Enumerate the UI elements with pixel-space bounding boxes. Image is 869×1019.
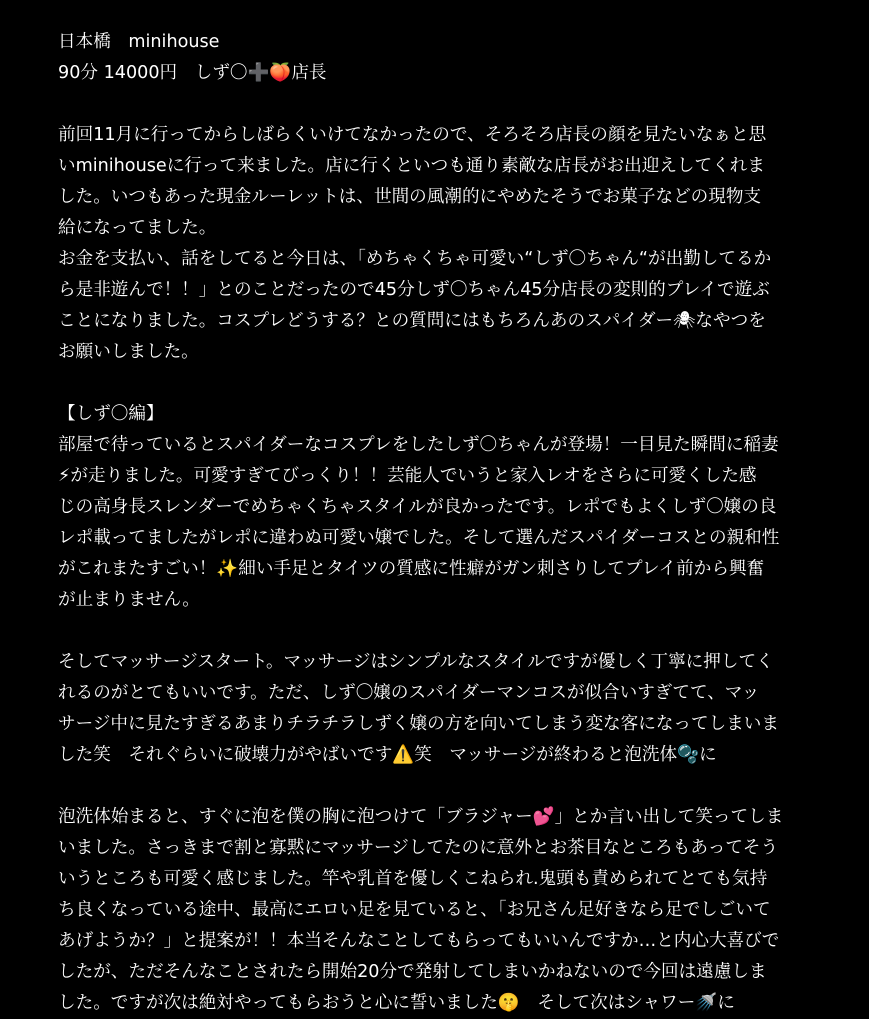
paragraph-foam-wash — [58, 802, 838, 1019]
text-line: いminihouseに行って来ました。店に行くといつも通り素敵な店長がお出迎えしてくれま — [58, 156, 765, 176]
text-line: いました。さっきまで割と寡黙にマッサージしてたのに意外とお茶目なところもあってそう — [58, 838, 779, 858]
text-line: 泡洗体始まると、すぐに泡を僕の胸に泡つけて「ブラジャー💕」とか言い出して笑ってしま — [58, 807, 784, 827]
text-line: がこれまたすごい！✨細い手足とタイツの質感に性癖がガン刺さりしてプレイ前から興奮 — [58, 559, 765, 579]
text-line: あげようか？」と提案が！！本当そんなことしてもらってもいいんですか…と内心大喜びで — [58, 931, 780, 951]
text-line: が止まりません。 — [58, 590, 200, 610]
blank-line — [58, 89, 838, 120]
blank-line — [58, 616, 838, 647]
text-line: 部屋で待っているとスパイダーなコスプレをしたしず〇ちゃんが登場！一目見た瞬間に稲妻 — [58, 435, 779, 455]
text-line: ら是非遊んで！！」とのことだったので45分しず〇ちゃん45分店長の変則的プレイで遊ぶ — [58, 280, 770, 300]
text-line: 前回11月に行ってからしばらくいけてなかったので、そろそろ店長の顔を見たいなぁと思 — [58, 125, 767, 145]
text-line: した笑 それぐらいに破壊力がやばいです⚠️笑 マッサージが終わると泡洗体🫧に — [58, 745, 717, 765]
text-line: ことになりました。コスプレどうする？との質問にはもちろんあのスパイダー🕷なやつを — [58, 311, 766, 331]
text-line: いうところも可愛く感じました。竿や乳首を優しくこねられ.鬼頭も責められてとても気持 — [58, 869, 768, 889]
text-line: した。いつもあった現金ルーレットは、世間の風潮的にやめたそうでお菓子などの現物支 — [58, 187, 762, 207]
post-body — [58, 27, 838, 1019]
text-line: したが、ただそんなことされたら開始20分で発射してしまいかねないので今回は遠慮しま — [58, 962, 767, 982]
text-line: 給になってました。 — [58, 218, 217, 238]
text-line: お金を支払い、話をしてると今日は、「めちゃくちゃ可愛い“しず〇ちゃん“が出勤してるか — [58, 249, 772, 269]
paragraph-shizu-section — [58, 399, 838, 616]
blank-line — [58, 771, 838, 802]
text-line: サージ中に見たすぎるあまりチラチラしずく嬢の方を向いてしまう変な客になってしまいま — [58, 714, 779, 734]
paragraph-intro — [58, 120, 838, 368]
text-line: レポ載ってましたがレポに違わぬ可愛い嬢でした。そして選んだスパイダーコスとの親和性 — [58, 528, 780, 548]
text-line: お願いしました。 — [58, 342, 199, 362]
post-price-line: 90分 14000円 しず〇➕🍑店長 — [58, 63, 327, 83]
text-line: した。ですが次は絶対やってもらおうと心に誓いました🤫 そして次はシャワー🚿に — [58, 993, 735, 1013]
text-line: ⚡が走りました。可愛すぎてびっくり！！芸能人でいうと家入レオをさらに可愛くした感 — [58, 466, 757, 486]
text-line: そしてマッサージスタート。マッサージはシンプルなスタイルですが優しく丁寧に押してく — [58, 652, 774, 672]
text-line: じの高身長スレンダーでめちゃくちゃスタイルが良かったです。レポでもよくしず〇嬢の良 — [58, 497, 777, 517]
paragraph-massage — [58, 647, 838, 771]
text-line: れるのがとてもいいです。ただ、しず〇嬢のスパイダーマンコスが似合いすぎてて、マッ — [58, 683, 760, 703]
section-heading: 【しず〇編】 — [58, 404, 164, 424]
post-location-line: 日本橋 minihouse — [58, 32, 220, 52]
text-line: ち良くなっている途中、最高にエロい足を見ていると、「お兄さん足好きなら足でしごいて — [58, 900, 771, 920]
blank-line — [58, 368, 838, 399]
